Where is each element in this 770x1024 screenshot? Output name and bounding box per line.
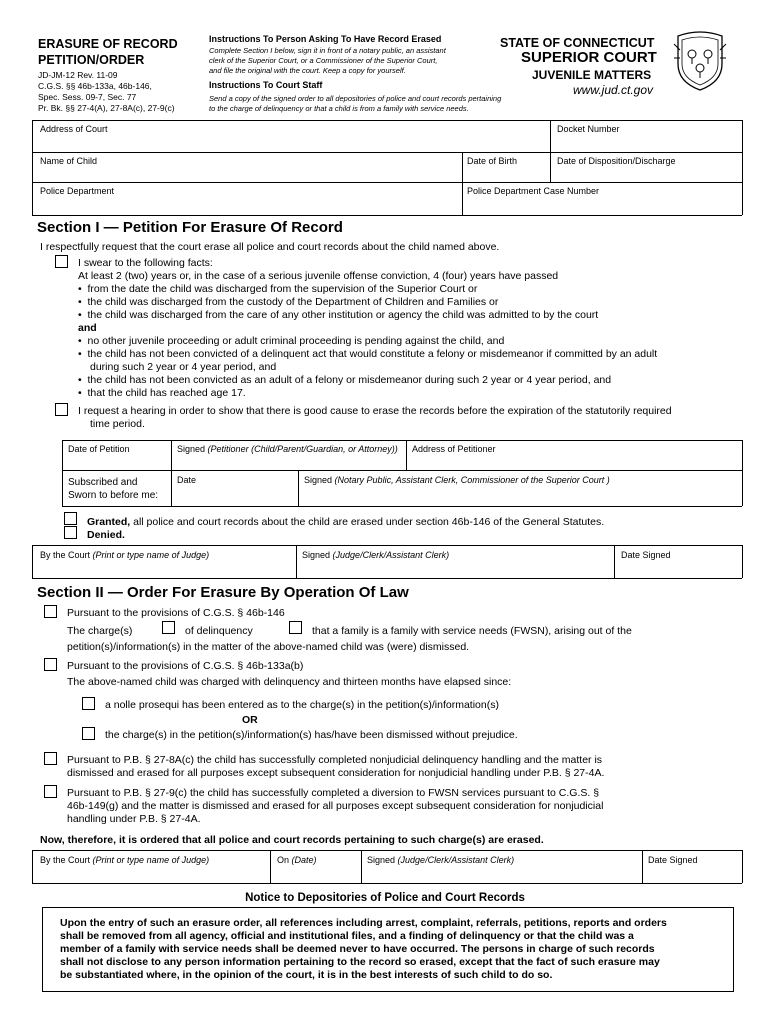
address-of-petitioner-field[interactable]: Address of Petitioner xyxy=(412,444,496,454)
pb-27-9-text: Pursuant to P.B. § 27-9(c) the child has successfully completed a diversion to FWSN services pursuant to C.G.S. § xyxy=(67,787,600,799)
judge-signature-field-2[interactable]: Signed (Judge/Clerk/Assistant Clerk) xyxy=(367,855,515,865)
form-number: JD-JM-12 Rev. 11-09 xyxy=(38,70,118,80)
instructions-text-1b: clerk of the Superior Court, or a Commissioner of the Superior Court, xyxy=(209,56,438,65)
pb-27-9-text-cont1: 46b-149(g) and the matter is dismissed and erased for all purposes except subsequent consideration for nonjudicial xyxy=(67,800,604,812)
division-name: JUVENILE MATTERS xyxy=(532,68,652,82)
bullet-5: • the child has not been convicted of a delinquent act that would constitute a felony or misdemeanor if committed by an adult xyxy=(78,348,658,360)
instructions-text-2a: Send a copy of the signed order to all depositories of police and court records pertaining xyxy=(209,94,502,103)
bullet-3: • the child was discharged from the care of any other institution or agency the child was admitted to by the court xyxy=(78,309,599,321)
pb-27-8a-text-cont: dismissed and erased for all purposes except subsequent consideration for nonjudicial handling under P.B. § 27-4A. xyxy=(67,767,605,779)
statute-line2: Spec. Sess. 09-7, Sec. 77 xyxy=(38,92,137,102)
notary-date-field[interactable]: Date xyxy=(177,475,197,485)
hearing-text: I request a hearing in order to show that there is good cause to erase the records before the expiration of the statutorily required xyxy=(78,405,672,417)
swear-checkbox[interactable] xyxy=(55,255,68,268)
thirteen-months-text: The above-named child was charged with delinquency and thirteen months have elapsed since: xyxy=(67,676,512,688)
section-1-intro: I respectfully request that the court erase all police and court records about the child named above. xyxy=(40,241,500,253)
notice-line-1: Upon the entry of such an erasure order, all references including arrest, complaint, referrals, petitions, reports and orders xyxy=(60,917,667,929)
cgs-46b-133a-text: Pursuant to the provisions of C.G.S. § 46b-133a(b) xyxy=(67,660,304,672)
court-name: SUPERIOR COURT xyxy=(521,49,657,66)
notice-title: Notice to Depositories of Police and Court Records xyxy=(245,892,525,904)
dismissed-checkbox[interactable] xyxy=(82,727,95,740)
pb-27-9-checkbox[interactable] xyxy=(44,785,57,798)
denied-text: Denied. xyxy=(87,529,125,541)
nolle-text: a nolle prosequi has been entered as to the charge(s) in the petition(s)/information(s) xyxy=(105,699,499,711)
judge-signature-field[interactable]: Signed (Judge/Clerk/Assistant Clerk) xyxy=(302,550,450,560)
swear-text: I swear to the following facts: xyxy=(78,257,213,269)
statute-line3: Pr. Bk. §§ 27-4(A), 27-8A(c), 27-9(c) xyxy=(38,103,175,113)
date-of-disposition-field[interactable]: Date of Disposition/Discharge xyxy=(557,156,676,166)
instructions-text-1a: Complete Section I below, sign it in front of a notary public, an assistant xyxy=(209,46,446,55)
subscribed-label: Subscribed and xyxy=(68,477,138,488)
and-text: and xyxy=(78,322,97,334)
dismissed-text: the charge(s) in the petition(s)/information(s) has/have been dismissed without prejudice. xyxy=(105,729,518,741)
website: www.jud.ct.gov xyxy=(573,83,654,97)
instructions-text-2b: to the charge of delinquency or that a child is from a family with service needs. xyxy=(209,104,469,113)
hearing-checkbox[interactable] xyxy=(55,403,68,416)
bullet-5-cont: during such 2 year or 4 year period, and xyxy=(90,361,277,373)
instructions-text-1c: and file the original with the court. Keep a copy for yourself. xyxy=(209,66,406,75)
notice-line-3: member of a family with service needs shall be deemed never to have occurred. The persons in charge of such records xyxy=(60,943,655,955)
or-text: OR xyxy=(242,714,258,726)
notice-body xyxy=(60,917,667,982)
address-of-court-field[interactable]: Address of Court xyxy=(40,124,108,134)
form-title-line2: PETITION/ORDER xyxy=(38,53,145,67)
docket-number-field[interactable]: Docket Number xyxy=(557,124,620,134)
notice-line-2: shall be removed from all agency, official and institutional files, and a finding of delinquency or that the child was a xyxy=(60,930,634,942)
petitions-dismissed-text: petition(s)/information(s) in the matter of the above-named child was (were) dismissed. xyxy=(67,641,470,653)
denied-checkbox[interactable] xyxy=(64,526,77,539)
nolle-checkbox[interactable] xyxy=(82,697,95,710)
granted-checkbox[interactable] xyxy=(64,512,77,525)
atleast-text: At least 2 (two) years or, in the case of a serious juvenile offense conviction, 4 (four) years have passed xyxy=(78,270,559,282)
pb-27-8a-checkbox[interactable] xyxy=(44,752,57,765)
name-of-child-field[interactable]: Name of Child xyxy=(40,156,98,166)
instructions-title-petitioner: Instructions To Person Asking To Have Record Erased xyxy=(209,34,442,44)
bullet-6: • the child has not been convicted as an adult of a felony or misdemeanor during such 2 year or 4 year period, and xyxy=(78,374,612,386)
judge-name-field[interactable]: By the Court (Print or type name of Judge) xyxy=(40,550,210,560)
signed-petitioner-field[interactable]: Signed (Petitioner (Child/Parent/Guardian, or Attorney)) xyxy=(177,444,398,454)
notice-line-4: shall not disclose to any person information pertaining to the record so erased, except that the fact of such erasure may xyxy=(60,956,660,968)
delinquency-checkbox[interactable] xyxy=(162,621,175,634)
date-signed-field[interactable]: Date Signed xyxy=(621,550,671,560)
connecticut-seal-icon xyxy=(672,30,728,92)
section-2-title: Section II — Order For Erasure By Operation Of Law xyxy=(37,584,409,601)
date-signed-field-2[interactable]: Date Signed xyxy=(648,855,698,865)
police-case-number-field[interactable]: Police Department Case Number xyxy=(467,186,600,196)
bullet-1: • from the date the child was discharged from the supervision of the Superior Court or xyxy=(78,283,478,295)
judge-name-field-2[interactable]: By the Court (Print or type name of Judge) xyxy=(40,855,210,865)
cgs-46b-146-checkbox[interactable] xyxy=(44,605,57,618)
notice-line-5: be substantiated where, in the opinion of the court, it is in the best interests of such child to do so. xyxy=(60,969,553,981)
pb-27-9-text-cont2: handling under P.B. § 27-4A. xyxy=(67,813,201,825)
police-department-field[interactable]: Police Department xyxy=(40,186,115,196)
granted-text: Granted, all police and court records about the child are erased under section 46b-146 of the General Statutes. xyxy=(87,516,605,528)
pb-27-8a-text: Pursuant to P.B. § 27-8A(c) the child has successfully completed nonjudicial delinquency handling and the matter is xyxy=(67,754,603,766)
instructions-title-staff: Instructions To Court Staff xyxy=(209,80,323,90)
cgs-46b-146-text: Pursuant to the provisions of C.G.S. § 46b-146 xyxy=(67,607,285,619)
fwsn-label: that a family is a family with service needs (FWSN), arising out of the xyxy=(312,625,632,637)
statute-line1: C.G.S. §§ 46b-133a, 46b-146, xyxy=(38,81,152,91)
form-title-line1: ERASURE OF RECORD xyxy=(38,37,178,51)
bullet-2: • the child was discharged from the custody of the Department of Children and Families or xyxy=(78,296,499,308)
hearing-text-cont: time period. xyxy=(90,418,145,430)
date-of-birth-field[interactable]: Date of Birth xyxy=(467,156,518,166)
bullet-4: • no other juvenile proceeding or adult criminal proceeding is pending against the child, and xyxy=(78,335,505,347)
sworn-label: Sworn to before me: xyxy=(68,490,159,501)
order-date-field[interactable]: On (Date) xyxy=(277,855,317,865)
ordered-text: Now, therefore, it is ordered that all police and court records pertaining to such charge(s) are erased. xyxy=(40,834,544,846)
delinquency-label: of delinquency xyxy=(185,625,253,637)
state-name: STATE OF CONNECTICUT xyxy=(500,36,655,50)
signed-notary-field[interactable]: Signed (Notary Public, Assistant Clerk, Commissioner of the Superior Court ) xyxy=(304,475,610,485)
bullet-7: • that the child has reached age 17. xyxy=(78,387,246,399)
charges-label: The charge(s) xyxy=(67,625,133,637)
date-of-petition-field[interactable]: Date of Petition xyxy=(68,444,130,454)
fwsn-checkbox[interactable] xyxy=(289,621,302,634)
section-1-title: Section I — Petition For Erasure Of Record xyxy=(37,219,343,236)
cgs-46b-133a-checkbox[interactable] xyxy=(44,658,57,671)
